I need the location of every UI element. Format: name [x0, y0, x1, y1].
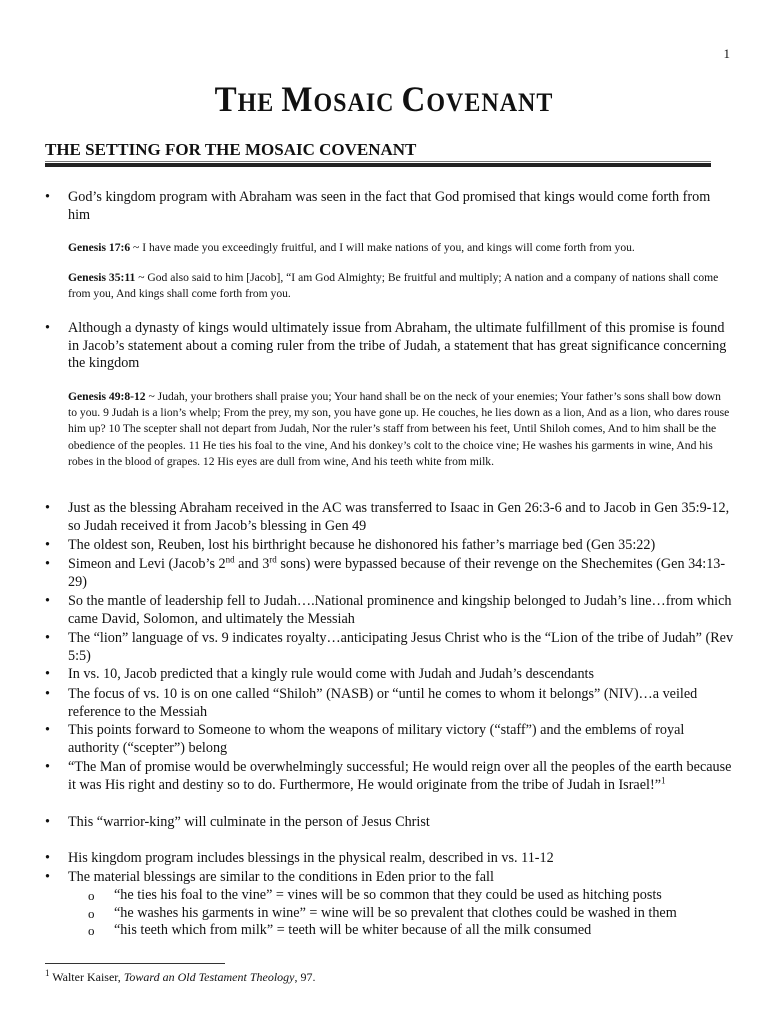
bullet-item — [45, 500, 735, 535]
title-rest: OSAIC — [313, 89, 402, 118]
document-title — [0, 81, 768, 121]
bullet-text — [68, 759, 735, 794]
bullet-text: Just as the blessing Abraham received in the AC was transferred to Isaac in Gen 26:3-6 and to Jacob in Gen 35:9-12, so Judah received it from Jacob’s blessing in Gen 49 — [68, 500, 730, 534]
bullet-text: The material blessings are similar to the conditions in Eden prior to the fall — [68, 869, 494, 885]
bullet-icon: • — [45, 722, 50, 738]
bullet-icon: • — [45, 869, 50, 885]
bullet-item — [45, 593, 735, 628]
bullet-item — [45, 850, 735, 868]
bullet-text: God’s kingdom program with Abraham was seen in the fact that God promised that kings would come forth from him — [68, 189, 711, 223]
sub-bullet-item — [88, 922, 728, 940]
scripture-quote — [68, 240, 732, 256]
bullet-text — [68, 556, 735, 591]
bullet-item — [45, 869, 735, 887]
verse-reference: Genesis 35:11 — [68, 271, 136, 284]
bullet-item — [45, 666, 735, 684]
bullet-icon: • — [45, 686, 50, 702]
sub-bullet-text: “he washes his garments in wine” = wine will be so prevalent that clothes could be washed in them — [114, 905, 677, 921]
footnote-author: Walter Kaiser, — [49, 970, 124, 984]
sub-bullet-icon: o — [88, 888, 95, 903]
bullet-icon: • — [45, 593, 50, 609]
ordinal-suffix: rd — [269, 554, 277, 565]
bullet-icon: • — [45, 320, 50, 336]
verse-reference: Genesis 17:6 — [68, 241, 131, 254]
text-run: “The Man of promise would be overwhelmingly successful; He would reign over all the peoples of the earth because it was His right and destiny so to do. Furthermore, He would originate from the tribe of Judah in Israel!” — [68, 759, 732, 793]
footnote-marker: 1 — [661, 774, 666, 785]
title-cap: C — [401, 80, 427, 120]
heading-divider — [45, 161, 711, 167]
text-run: Simeon and Levi (Jacob’s 2 — [68, 556, 226, 572]
bullet-text: So the mantle of leadership fell to Judah….National prominence and kingship belonged to Judah’s line…from which came David, Solomon, and ultimately the Messiah — [68, 593, 732, 627]
scripture-quote — [68, 270, 732, 302]
verse-text: ~ Judah, your brothers shall praise you; Your hand shall be on the neck of your enemies; Your father’s sons shall bow down to you. 9 Judah is a lion’s whelp; From the prey, my son, you have gone up. He couches, he lies down as a lion, And as a lion, who dares rouse him up? 10 The scepter shall not depart from Judah, Nor the ruler’s staff from between his feet, Until Shiloh comes, And to him shall be the obedience of the peoples. 11 He ties his foal to the vine, And his donkey’s colt to the choice vine; He washes his garments in wine, And his robes in the blood of grapes. 12 His eyes are dull from wine, And his teeth white from milk. — [68, 390, 730, 468]
bullet-text: This “warrior-king” will culminate in the person of Jesus Christ — [68, 814, 430, 830]
bullet-text: In vs. 10, Jacob predicted that a kingly rule would come with Judah and Judah’s descendants — [68, 666, 594, 682]
bullet-icon: • — [45, 537, 50, 553]
sub-bullet-item — [88, 905, 728, 923]
sub-bullet-item — [88, 887, 728, 905]
title-rest: HE — [237, 89, 282, 118]
bullet-item — [45, 722, 735, 757]
bullet-item — [45, 630, 735, 665]
footnote-page: , 97. — [294, 970, 316, 984]
title-cap: M — [281, 80, 314, 120]
verse-reference: Genesis 49:8-12 — [68, 390, 146, 403]
text-run: and 3 — [234, 556, 270, 572]
bullet-text: His kingdom program includes blessings in the physical realm, described in vs. 11-12 — [68, 850, 554, 866]
footnote-divider — [45, 963, 225, 964]
ordinal-suffix: nd — [225, 554, 235, 565]
sub-bullet-text: “he ties his foal to the vine” = vines will be so common that they could be used as hitching posts — [114, 887, 662, 903]
title-cap: T — [214, 80, 238, 120]
footnote-number: 1 — [45, 968, 50, 978]
bullet-icon: • — [45, 666, 50, 682]
bullet-text: The focus of vs. 10 is on one called “Shiloh” (NASB) or “until he comes to whom it belongs” (NIV)…a veiled reference to the Messiah — [68, 686, 698, 720]
title-rest: OVENANT — [426, 89, 554, 118]
footnote-work: Toward an Old Testament Theology — [123, 970, 295, 984]
footnote — [45, 970, 316, 985]
bullet-item — [45, 320, 735, 373]
bullet-text: The “lion” language of vs. 9 indicates royalty…anticipating Jesus Christ who is the “Lion of the tribe of Judah” (Rev 5:5) — [68, 630, 734, 664]
bullet-icon: • — [45, 556, 50, 572]
bullet-item — [45, 556, 735, 591]
sub-bullet-icon: o — [88, 923, 95, 938]
bullet-item — [45, 814, 735, 832]
sub-bullet-text: “his teeth which from milk” = teeth will be whiter because of all the milk consumed — [114, 922, 592, 938]
bullet-item — [45, 537, 735, 555]
verse-text: ~ I have made you exceedingly fruitful, and I will make nations of you, and kings will come forth from you. — [130, 241, 635, 254]
text-run: sons) were bypassed because of their revenge on the Shechemites (Gen 34:13-29) — [68, 556, 726, 590]
bullet-text: The oldest son, Reuben, lost his birthright because he dishonored his father’s marriage bed (Gen 35:22) — [68, 537, 656, 553]
bullet-item — [45, 189, 735, 224]
bullet-icon: • — [45, 850, 50, 866]
page-number: 1 — [723, 46, 730, 61]
bullet-icon: • — [45, 814, 50, 830]
bullet-icon: • — [45, 630, 50, 646]
scripture-quote — [68, 389, 732, 470]
bullet-item — [45, 686, 735, 721]
bullet-icon: • — [45, 189, 50, 205]
bullet-icon: • — [45, 500, 50, 516]
verse-text: ~ God also said to him [Jacob], “I am God Almighty; Be fruitful and multiply; A nation and a company of nations shall come from you, And kings shall come forth from you. — [68, 271, 719, 301]
bullet-icon: • — [45, 759, 50, 775]
bullet-text: Although a dynasty of kings would ultimately issue from Abraham, the ultimate fulfillment of this promise is found in Jacob’s statement about a coming ruler from the tribe of Judah, a statement that has great significance concerning the kingdom — [68, 320, 727, 371]
sub-bullet-icon: o — [88, 906, 95, 921]
bullet-text: This points forward to Someone to whom the weapons of military victory (“staff”) and the emblems of royal authority (“scepter”) belong — [68, 722, 685, 756]
section-heading: THE SETTING FOR THE MOSAIC COVENANT — [45, 140, 417, 159]
bullet-item — [45, 759, 735, 794]
